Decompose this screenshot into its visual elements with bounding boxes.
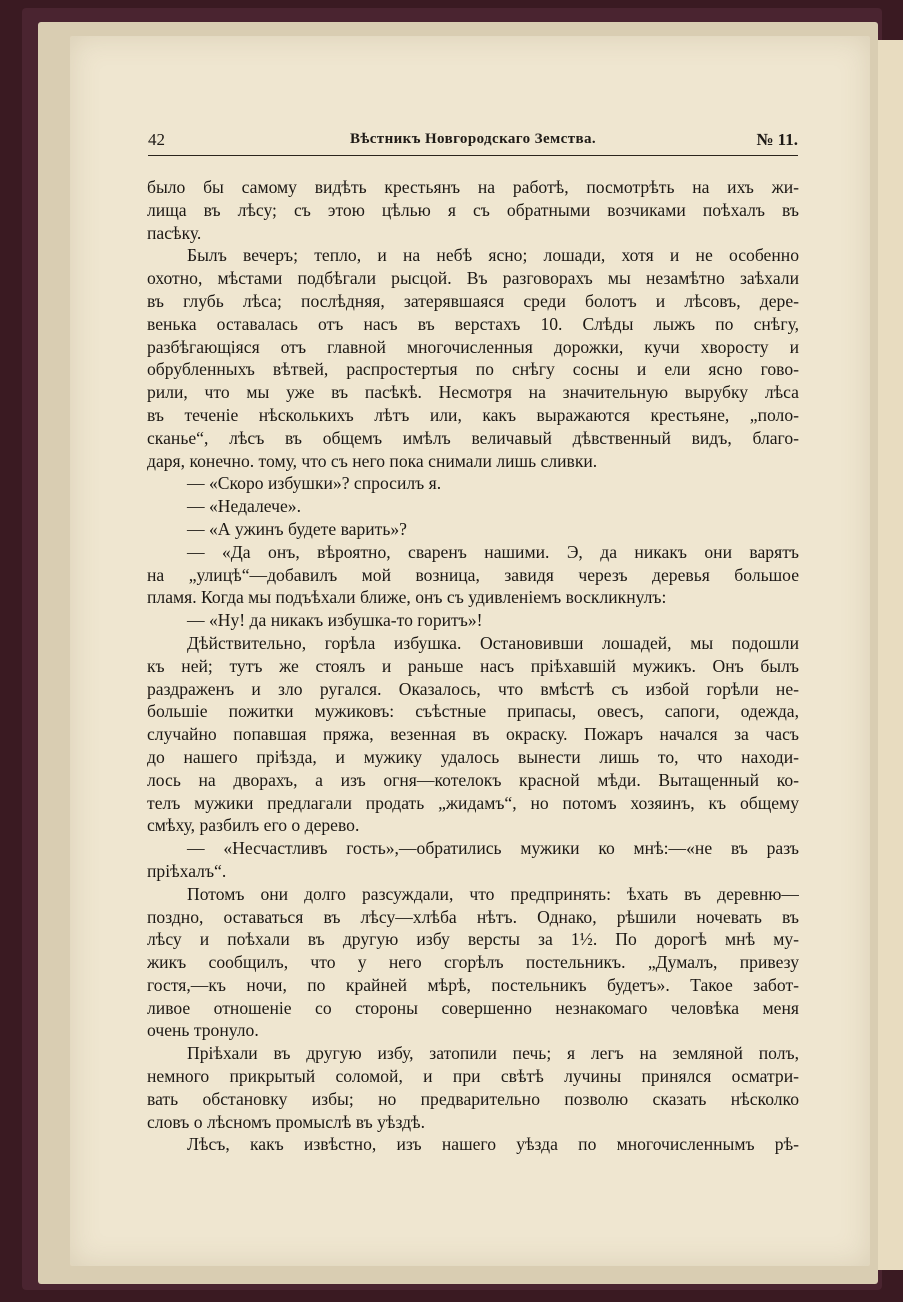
text-line: раздраженъ и зло ругался. Оказалось, что вмѣстѣ съ избой горѣли не- (147, 678, 799, 699)
text-line: Былъ вечеръ; тепло, и на небѣ ясно; лошади, хотя и не особенно (187, 245, 799, 266)
text-line: пасѣку. (147, 222, 202, 243)
text-line: немного прикрытый соломой, и при свѣтѣ лучины принялся осматри- (147, 1066, 799, 1087)
text-line: — «Несчастливъ гость»,—обратились мужики ко мнѣ:—«не въ разъ (187, 838, 799, 859)
running-header (148, 130, 798, 156)
text-line: — «А ужинъ будете варить»? (187, 518, 407, 539)
text-line: Дѣйствительно, горѣла избушка. Остановивши лошадей, мы подошли (187, 632, 799, 653)
text-line: поздно, оставаться въ лѣсу—хлѣба нѣтъ. Однако, рѣшили ночевать въ (147, 906, 799, 927)
text-line: лѣсу и поѣхали въ другую избу версты за 1½. По дорогѣ мнѣ му- (147, 929, 799, 950)
text-line: ливое отношеніе со стороны совершенно незнакомаго человѣка меня (147, 997, 799, 1018)
text-line: пріѣхалъ“. (147, 860, 227, 881)
body-text (147, 176, 799, 1156)
text-line: было бы самому видѣть крестьянъ на работѣ, посмотрѣть на ихъ жи- (147, 177, 799, 197)
text-line: Пріѣхали въ другую избу, затопили печь; я легъ на земляной полъ, (187, 1043, 799, 1064)
text-line: въ глубь лѣса; послѣдняя, затерявшаяся среди болотъ и лѣсовъ, дере- (147, 290, 799, 311)
text-line: большіе пожитки мужиковъ: съѣстные припасы, овесъ, сапоги, одежда, (147, 701, 799, 722)
text-line: рили, что мы уже въ пасѣкѣ. Несмотря на значительную вырубку лѣса (147, 382, 799, 403)
text-line: въ теченіе нѣсколькихъ лѣтъ или, какъ выражаются крестьяне, „поло- (147, 404, 799, 425)
text-line: — «Скоро избушки»? спросилъ я. (187, 473, 442, 494)
header-rule (148, 155, 798, 156)
text-line: охотно, мѣстами подбѣгали рысцой. Въ разговорахъ мы незамѣтно заѣхали (147, 268, 799, 289)
text-line: лось на дворахъ, а изъ огня—котелокъ красной мѣди. Вытащенный ко- (147, 769, 799, 790)
text-line: телъ мужики предлагали продать „жидамъ“, но потомъ хозяинъ, къ общему (147, 792, 799, 813)
text-line: пламя. Когда мы подъѣхали ближе, онъ съ удивленіемъ воскликнулъ: (147, 587, 667, 608)
text-line: гостя,—къ ночи, по крайней мѣрѣ, постельникъ будетъ». Такое забот- (147, 974, 799, 995)
issue-number: № 11. (756, 130, 798, 149)
text-line: вать обстановку избы; но предварительно позволю сказать нѣсколко (147, 1088, 799, 1109)
text-line: венька оставалась отъ насъ въ верстахъ 10. Слѣды лыжъ по снѣгу, (147, 313, 799, 334)
text-line: Лѣсъ, какъ извѣстно, изъ нашего уѣзда по многочисленнымъ рѣ- (187, 1134, 799, 1155)
text-line: — «Недалече». (187, 496, 301, 517)
journal-title: Вѣстникъ Новгородскаго Земства. (349, 131, 597, 147)
text-line: словъ о лѣсномъ промыслѣ въ уѣздѣ. (147, 1111, 426, 1132)
text-line: — «Да онъ, вѣроятно, сваренъ нашими. Э, да никакъ они варятъ (187, 541, 799, 562)
page-number: 42 (148, 130, 165, 149)
text-line: — «Ну! да никакъ избушка-то горитъ»! (187, 610, 483, 631)
text-line: жикъ сообщилъ, что у него сгорѣлъ постельникъ. „Думалъ, привезу (147, 952, 799, 973)
text-line: лища въ лѣсу; съ этою цѣлью я съ обратными возчиками поѣхалъ въ (147, 199, 799, 220)
next-page-edge (878, 40, 903, 1270)
text-line: къ ней; тутъ же стоялъ и раньше насъ пріѣхавшій мужикъ. Онъ былъ (147, 655, 799, 676)
text-line: обрубленныхъ вѣтвей, распростертыя по снѣгу сосны и ели ясно гово- (147, 359, 799, 380)
text-line: смѣху, разбилъ его о дерево. (147, 815, 360, 836)
text-line: на „улицѣ“—добавилъ мой возница, завидя черезъ деревья большое (147, 564, 799, 585)
text-line: очень тронуло. (147, 1020, 259, 1041)
text-line: разбѣгающіяся отъ главной многочисленныя дорожки, кучи хворосту и (147, 336, 799, 357)
text-line: случайно попавшая пряжа, везенная въ окраску. Пожаръ начался за часъ (147, 724, 799, 745)
text-line: Потомъ они долго разсуждали, что предпринять: ѣхать въ деревню— (187, 883, 799, 904)
text-line: до нашего пріѣзда, и мужику удалось вынести лишь то, что находи- (147, 746, 799, 767)
text-line: сканье“, лѣсъ въ общемъ имѣлъ величавый дѣвственный видъ, благо- (147, 427, 799, 448)
text-line: даря, конечно. тому, что съ него пока снимали лишь сливки. (147, 450, 598, 471)
